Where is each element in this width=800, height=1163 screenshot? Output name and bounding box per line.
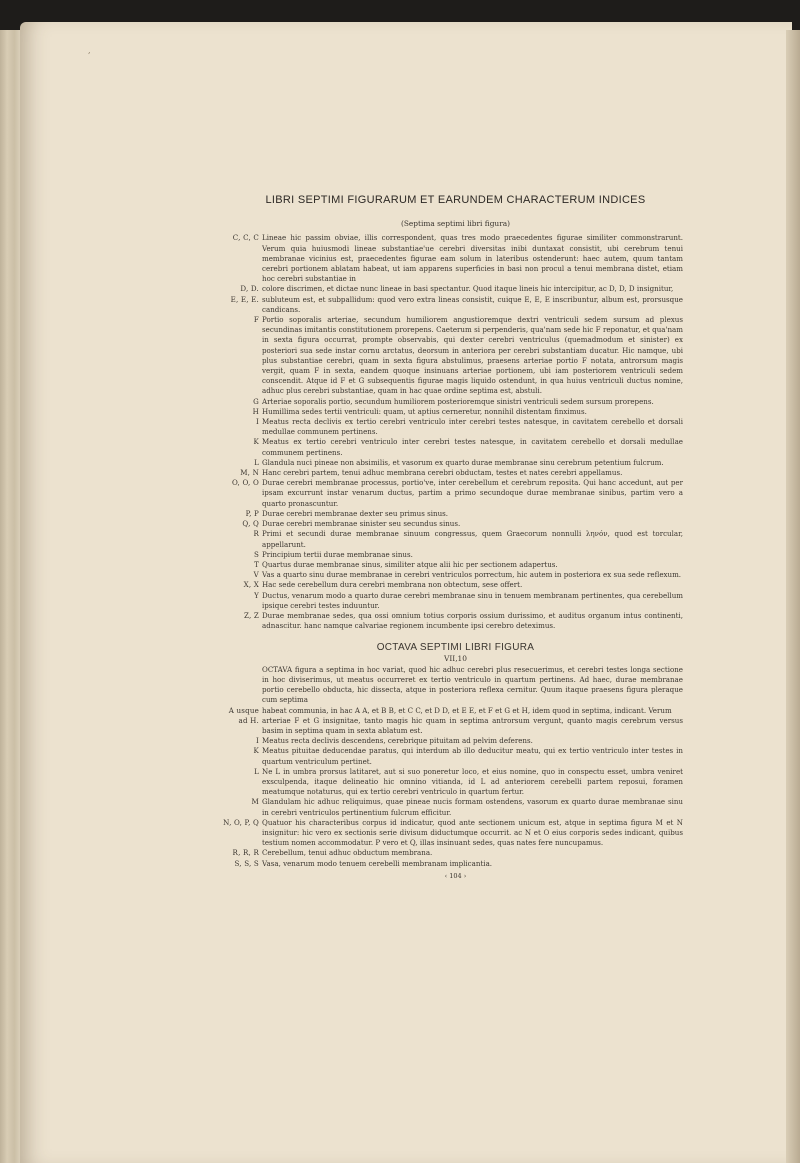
entry-key: D, D. — [240, 284, 259, 294]
index-entry — [228, 407, 683, 417]
index-entry — [228, 716, 683, 736]
entry-text: Ductus, venarum modo a quarto durae cerebri membranae sinu in tenuem membranam pertinentes, qua cerebellum ipsique cerebri testes induuntur. — [262, 590, 683, 610]
section-subtitle: VII,10 — [444, 653, 467, 663]
entry-text: Meatus pituitae deducendae paratus, qui interdum ab illo deducitur meatu, qui ex tertio ventriculo inter testes in quartum ventriculum pertinet. — [262, 746, 683, 766]
entry-key: P, P — [245, 508, 259, 518]
page-number: ‹ 104 › — [444, 871, 467, 880]
entry-text: Meatus ex tertio cerebri ventriculo inter cerebri testes natesque, in cavitatem cerebello et dorsali medullae communem pertinens. — [262, 437, 683, 457]
index-entry — [228, 611, 683, 631]
entry-key: Q, Q — [242, 519, 259, 529]
entry-key: M — [251, 797, 259, 807]
section-title: OCTAVA SEPTIMI LIBRI FIGURA — [376, 642, 535, 654]
entry-text: habeat communia, in hac A A, et B B, et C C, et D D, et E E, et F et G et H, idem quod in septima, indicant. Verum — [262, 705, 672, 715]
index-entry — [228, 529, 683, 549]
entry-key: E, E, E. — [230, 294, 259, 304]
entry-key: R, R, R — [232, 848, 259, 858]
entry-text: Arteriae soporalis portio, secundum humiliorem posterioremque sinistri ventriculi sedem sursum prorepens. — [262, 396, 654, 406]
index-entry — [228, 736, 683, 746]
entry-text: arteriae F et G insignitae, tanto magis hic quam in septima antrorsum vergunt, quanto magis cerebrum versus basim in septima quam in sexta ablatum est. — [262, 715, 683, 735]
entry-text: Glandulam hic adhuc reliquimus, quae pineae nucis formam ostendens, vasorum ex quarto durae membranae sinu in cerebri ventriculos pertinentium fulcrum efficitur. — [262, 797, 683, 817]
entry-text: Quartus durae membranae sinus, similiter atque alii hic per sectionem adapertus. — [262, 559, 558, 569]
index-entry — [228, 397, 683, 407]
entry-text: colore discrimen, et dictae nunc lineae in basi spectantur. Quod itaque lineis hic intercipitur, ac D, D, D insignitur, — [262, 284, 674, 294]
index-entry — [228, 417, 683, 437]
entry-text: Durae membranae sedes, qua ossi omnium totius corporis ossium durissimo, et auditus organum intus continenti, adnascitur. hanc namque calvariae regionem incumbente ipsi cerebro deteximus. — [262, 610, 683, 631]
entry-text: Hanc cerebri partem, tenui adhuc membrana cerebri obductam, testes et nates cerebri appellamus. — [262, 468, 623, 478]
index-entry — [228, 295, 683, 315]
entry-text: Meatus recta declivis descendens, cerebrique pituitam ad pelvim deferens. — [262, 736, 533, 746]
entry-key: F — [253, 315, 259, 325]
entry-text: Vasa, venarum modo tenuem cerebelli membranam implicantia. — [262, 858, 493, 868]
entry-text: Hac sede cerebellum dura cerebri membrana non obtectum, sese offert. — [262, 580, 523, 590]
entry-key: S — [253, 549, 259, 559]
index-list-2 — [223, 705, 683, 869]
entry-key: V — [253, 570, 259, 580]
entry-text: Humillima sedes tertii ventriculi: quam, ut aptius cerneretur, nonnihil distentam finximus. — [262, 406, 587, 416]
index-entry — [228, 560, 683, 570]
index-entry — [228, 519, 683, 529]
index-entry — [228, 550, 683, 560]
index-entry — [228, 284, 683, 294]
entry-key: K — [253, 437, 259, 447]
index-entry — [228, 580, 683, 590]
entry-text: Primi et secundi durae membranae sinuum congressus, quem Graecorum nonnulli ληνόν, quod est torcular, appellarunt. — [262, 529, 683, 549]
index-entry — [228, 570, 683, 580]
entry-key: Z, Z — [243, 610, 259, 620]
entry-key: I — [255, 736, 259, 746]
entry-key: C, C, C — [232, 233, 259, 243]
index-entry — [223, 817, 683, 849]
index-entry — [228, 478, 683, 509]
page-text — [223, 194, 683, 881]
index-list-1 — [228, 233, 683, 631]
entry-key: I — [255, 417, 259, 427]
entry-text: Vas a quarto sinu durae membranae in cerebri ventriculos porrectum, hic autem in posteriora ex sua sede reflexum. — [262, 570, 682, 580]
entry-key: A usque — [228, 705, 259, 715]
entry-text: Durae cerebri membranae dexter seu primus sinus. — [262, 508, 449, 518]
entry-text: Durae cerebri membranae processus, portio've, inter cerebellum et cerebrum reposita. Qui hanc accedunt, aut per ipsam excurrunt instar venarum ductus, partim a primo secundoque durae membranae sinibus, partim vero a quarto pronascuntur. — [262, 478, 683, 508]
entry-text: Durae cerebri membranae sinister seu secundus sinus. — [262, 519, 461, 529]
entry-key: ad H. — [238, 715, 259, 725]
entry-text: Cerebellum, tenui adhuc obductum membrana. — [262, 848, 433, 858]
entry-key: H — [252, 406, 259, 416]
entry-text: Quatuor his characteribus corpus id indicatur, quod ante sectionem unicum est, atque in septima figura M et N insignitur: hic vero ex sectionis serie divisum diductumque occurrit. ac N et O eius corporis sedes indicant, quibus testium nomen accommodatur. P vero et Q, illas insinuant sedes, quas nates fere nuncupamus. — [262, 817, 683, 848]
index-entry — [228, 468, 683, 478]
entry-key: R — [253, 529, 259, 539]
entry-text: Meatus recta declivis ex tertio cerebri ventriculo inter cerebri testes natesque, in cavitatem cerebello et dorsali medullae communem pertinens. — [262, 417, 683, 437]
index-entry — [228, 458, 683, 468]
entry-key: Y — [254, 590, 259, 600]
index-entry — [228, 315, 683, 397]
entry-text: subluteum est, et subpallidum: quod vero extra lineas consistit, cuique E, E, E inscribuntur, album est, prorsusque candicans. — [262, 294, 683, 314]
entry-key: L — [254, 457, 259, 467]
entry-key: T — [254, 559, 259, 569]
index-entry — [228, 509, 683, 519]
index-entry — [228, 706, 683, 716]
entry-key: K — [253, 746, 259, 756]
entry-key: O, O, O — [231, 478, 259, 488]
page-title: LIBRI SEPTIMI FIGURARUM ET EARUNDEM CHARACTERUM INDICES — [265, 194, 646, 206]
index-entry — [228, 859, 683, 869]
entry-key: S, S, S — [234, 858, 259, 868]
figure-subtitle: (Septima septimi libri figura) — [400, 219, 511, 229]
index-entry — [228, 437, 683, 457]
index-entry — [228, 591, 683, 611]
index-entry — [228, 848, 683, 858]
index-entry — [228, 233, 683, 284]
entry-key: X, X — [243, 580, 259, 590]
entry-key: G — [253, 396, 259, 406]
entry-text: Ne L in umbra prorsus latitaret, aut si suo poneretur loco, et eius nomine, quo in conspectu esset, umbra veniret exsculpenda, itaque delineatio hic omnino vitianda, id L ad anteriorem cerebelli partem reposui, foramen meatumque notaturus, qui ex tertio cerebri ventriculo in quartum fertur. — [262, 766, 683, 797]
entry-text: Portio soporalis arteriae, secundum humiliorem angustioremque dextri ventriculi sedem sursum ad plexus secundinas imitantis constitutionem prorepens. Caeterum si perpenderis, qua'nam sede hic F reponatur, et qua'nam in sexta figura occurrat, prompte observabis, qui dexter cerebri ventriculus (quemadmodum et sinister) ex posteriori sua sede instar cornu arctatus, deorsum in anteriora per cerebri substantiam ducatur. Hic namque, ubi plus substantiae cerebri, quam in sexta figura abstulimus, praesens arteriae portio F notata, antrorsum magis vergit, quam F in sexta, eandem quoque insinuans arteriae portionem, ubi iam posteriorem ventriculi sedem conscendit. Atque id F et G subsequentis figurae magis liquido ostendunt, in qua huius ventriculi ductus nomine, adhuc plus cerebri substantiae, quam in hac quae ordine septima est, abstuli. — [262, 315, 683, 396]
entry-text: Glandula nuci pineae non absimilis, et vasorum ex quarto durae membranae sinu cerebrum petentium fulcrum. — [262, 457, 664, 467]
right-page-edge — [786, 30, 800, 1163]
index-entry — [228, 746, 683, 766]
entry-key: M, N — [240, 468, 259, 478]
index-entry — [228, 797, 683, 817]
margin-mark: , — [88, 46, 91, 55]
entry-text: Principium tertii durae membranae sinus. — [262, 549, 413, 559]
entry-text: Lineae hic passim obviae, illis correspondent, quas tres modo praecedentes figurae similiter commonstrarunt. Verum quia huiusmodi lineae substantiae'ue cerebri diversitas inibi duntaxat consistit, ubi cerebrum tenui membranae vicinius est, praecedentes figurae eam solum in lateribus ostenderunt: haec autem, quum tantam cerebri portionem ablatam habeat, ut iam apparens superficies in basi non procul a tenui membrana distet, etiam hoc cerebri substantiae in — [262, 233, 683, 284]
section-intro: OCTAVA figura a septima in hoc variat, quod hic adhuc cerebri plus resecuerimus, et cerebri testes longa sectione in hoc diviserimus, ut meatus occurreret ex tertio ventriculo in quartum pertinens. Ad haec, durae membranae portio cerebello obducta, hic dissecta, atque in posteriora reflexa cernitur. Quum itaque praesens figura pleraque cum septima — [262, 664, 683, 705]
entry-key: L — [254, 766, 259, 776]
entry-key: N, O, P, Q — [223, 817, 259, 827]
index-entry — [228, 767, 683, 798]
